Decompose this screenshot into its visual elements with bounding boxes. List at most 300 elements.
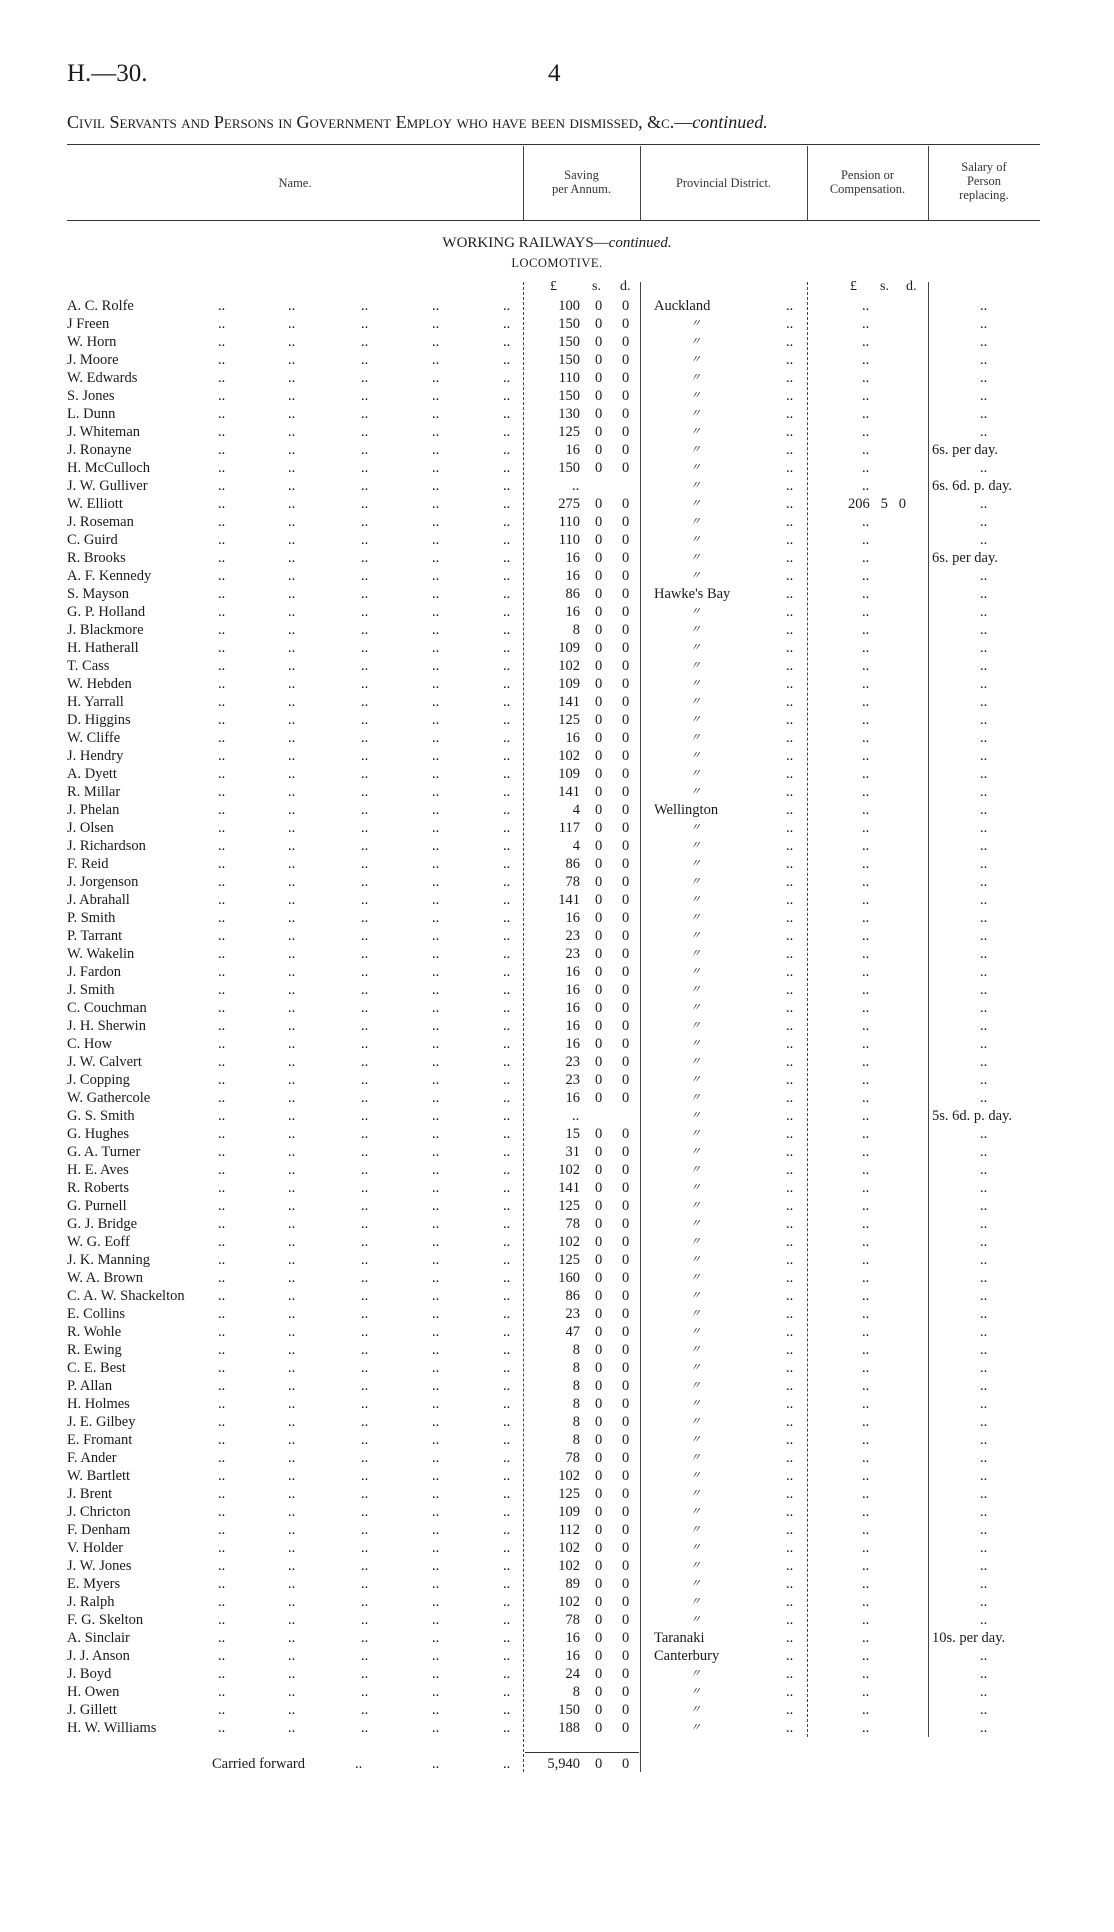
- employee-name: S. Jones: [67, 388, 115, 404]
- ditto-mark: 〃: [690, 1434, 701, 1446]
- table-row: [0, 1647, 1114, 1665]
- ditto-mark: 〃: [690, 786, 701, 798]
- salary-empty: ..: [980, 658, 988, 674]
- leader-dots: ..: [288, 1378, 296, 1394]
- salary-empty: ..: [980, 1702, 988, 1718]
- table-row: [0, 1719, 1114, 1737]
- leader-dots: ..: [218, 352, 226, 368]
- pension-empty: ..: [862, 856, 870, 872]
- ditto-mark: 〃: [690, 1344, 701, 1356]
- leader-dots: ..: [432, 1306, 440, 1322]
- leader-dots: ..: [786, 874, 794, 890]
- ditto-mark: 〃: [690, 444, 701, 456]
- table-row: [0, 1107, 1114, 1125]
- leader-dots: ..: [361, 1648, 369, 1664]
- leader-dots: ..: [288, 1234, 296, 1250]
- saving-pounds: 16: [565, 568, 580, 584]
- leader-dots: ..: [432, 352, 440, 368]
- leader-dots: ..: [288, 766, 296, 782]
- leader-dots: ..: [218, 1198, 226, 1214]
- saving-pence: 0: [622, 946, 630, 962]
- saving-pence: 0: [622, 1288, 630, 1304]
- leader-dots: ..: [288, 334, 296, 350]
- employee-name: R. Roberts: [67, 1180, 130, 1196]
- leader-dots: ..: [218, 640, 226, 656]
- ditto-mark: 〃: [690, 1326, 701, 1338]
- leader-dots: ..: [361, 604, 369, 620]
- leader-dots: ..: [361, 478, 369, 494]
- leader-dots: ..: [218, 406, 226, 422]
- leader-dots: ..: [786, 514, 794, 530]
- saving-shillings: 0: [595, 1306, 603, 1322]
- leader-dots: ..: [503, 1612, 511, 1628]
- saving-pounds: 4: [572, 838, 580, 854]
- employee-name: W. Gathercole: [67, 1090, 151, 1106]
- saving-pounds: 125: [558, 1198, 580, 1214]
- leader-dots: ..: [288, 586, 296, 602]
- salary-empty: ..: [980, 424, 988, 440]
- saving-shillings: 0: [595, 388, 603, 404]
- saving-pounds: 16: [565, 1630, 580, 1646]
- saving-pence: 0: [622, 892, 630, 908]
- leader-dots: ..: [503, 370, 511, 386]
- leader-dots: ..: [786, 442, 794, 458]
- table-row: [0, 1305, 1114, 1323]
- ditto-mark: 〃: [690, 714, 701, 726]
- saving-pounds: 8: [572, 1432, 580, 1448]
- table-row: [0, 909, 1114, 927]
- saving-pounds: 8: [572, 1360, 580, 1376]
- leader-dots: ..: [218, 1000, 226, 1016]
- leader-dots: ..: [503, 910, 511, 926]
- pension-empty: ..: [862, 622, 870, 638]
- leader-dots: ..: [503, 1684, 511, 1700]
- header-line: replacing.: [959, 188, 1009, 202]
- pence-unit: d.: [620, 279, 631, 294]
- leader-dots: ..: [503, 838, 511, 854]
- leader-dots: ..: [786, 1378, 794, 1394]
- leader-dots: ..: [503, 316, 511, 332]
- employee-name: W. Horn: [67, 334, 117, 350]
- leader-dots: ..: [503, 1576, 511, 1592]
- ditto-mark: 〃: [690, 822, 701, 834]
- pension-empty: ..: [862, 676, 870, 692]
- saving-pounds: 86: [565, 1288, 580, 1304]
- leader-dots: ..: [218, 532, 226, 548]
- saving-shillings: 0: [595, 1324, 603, 1340]
- ditto-mark: 〃: [690, 624, 701, 636]
- pension-empty: ..: [862, 820, 870, 836]
- leader-dots: ..: [503, 1594, 511, 1610]
- leader-dots: ..: [218, 1576, 226, 1592]
- leader-dots: ..: [361, 784, 369, 800]
- leader-dots: ..: [786, 1414, 794, 1430]
- saving-shillings: 0: [595, 1468, 603, 1484]
- pension-empty: ..: [862, 838, 870, 854]
- saving-pence: 0: [622, 1594, 630, 1610]
- salary-replacing: 5s. 6d. p. day.: [932, 1108, 1013, 1124]
- saving-shillings: 0: [595, 946, 603, 962]
- saving-pence: 0: [622, 802, 630, 818]
- saving-shillings: 0: [595, 1252, 603, 1268]
- leader-dots: ..: [432, 1162, 440, 1178]
- table-row: [0, 1071, 1114, 1089]
- pension-empty: ..: [862, 442, 870, 458]
- leader-dots: ..: [503, 298, 511, 314]
- leader-dots: ..: [786, 1432, 794, 1448]
- leader-dots: ..: [786, 460, 794, 476]
- employee-name: J. Hendry: [67, 748, 124, 764]
- table-row: [0, 945, 1114, 963]
- leader-dots: ..: [361, 1288, 369, 1304]
- leader-dots: ..: [288, 1360, 296, 1376]
- employee-name: G. J. Bridge: [67, 1216, 138, 1232]
- leader-dots: ..: [786, 1270, 794, 1286]
- leader-dots: ..: [218, 1360, 226, 1376]
- salary-empty: ..: [980, 604, 988, 620]
- table-row: [0, 1125, 1114, 1143]
- saving-pounds: 16: [565, 550, 580, 566]
- leader-dots: ..: [432, 676, 440, 692]
- table-row: [0, 1395, 1114, 1413]
- leader-dots: ..: [361, 496, 369, 512]
- saving-shillings: 0: [595, 1684, 603, 1700]
- saving-pence: 0: [622, 640, 630, 656]
- ditto-mark: 〃: [690, 1200, 701, 1212]
- ditto-mark: 〃: [690, 750, 701, 762]
- saving-shillings: 0: [595, 802, 603, 818]
- salary-empty: ..: [980, 1432, 988, 1448]
- leader-dots: ..: [218, 1684, 226, 1700]
- pension-empty: ..: [862, 1594, 870, 1610]
- saving-shillings: 0: [595, 1288, 603, 1304]
- header-line: per Annum.: [551, 182, 612, 196]
- employee-name: J Freen: [67, 316, 110, 332]
- table-row: [0, 1197, 1114, 1215]
- saving-shillings: 0: [595, 352, 603, 368]
- ditto-mark: 〃: [690, 1686, 701, 1698]
- ditto-mark: 〃: [690, 408, 701, 420]
- leader-dots: ..: [218, 1486, 226, 1502]
- leader-dots: ..: [786, 1558, 794, 1574]
- leader-dots: ..: [432, 1648, 440, 1664]
- salary-empty: ..: [980, 856, 988, 872]
- salary-empty: ..: [980, 1720, 988, 1736]
- saving-pence: 0: [622, 1036, 630, 1052]
- saving-shillings: 0: [595, 892, 603, 908]
- leader-dots: ..: [786, 622, 794, 638]
- salary-empty: ..: [980, 622, 988, 638]
- saving-pounds: 102: [558, 1162, 580, 1178]
- leader-dots: ..: [503, 1108, 511, 1124]
- employee-name: A. C. Rolfe: [67, 298, 134, 314]
- leader-dots: ..: [288, 1450, 296, 1466]
- saving-pounds: 86: [565, 856, 580, 872]
- leader-dots: ..: [786, 1198, 794, 1214]
- saving-pounds: 23: [565, 928, 580, 944]
- leader-dots: ..: [218, 820, 226, 836]
- leader-dots: ..: [218, 1630, 226, 1646]
- salary-empty: ..: [980, 1054, 988, 1070]
- saving-pounds: 141: [558, 1180, 580, 1196]
- salary-empty: ..: [980, 1342, 988, 1358]
- saving-shillings: 0: [595, 838, 603, 854]
- leader-dots: ..: [288, 1162, 296, 1178]
- employee-name: A. F. Kennedy: [67, 568, 152, 584]
- saving-pence: 0: [622, 1378, 630, 1394]
- saving-pounds: 150: [558, 1702, 580, 1718]
- leader-dots: ..: [503, 1288, 511, 1304]
- leader-dots: ..: [218, 1252, 226, 1268]
- employee-name: V. Holder: [67, 1540, 124, 1556]
- table-row: [0, 801, 1114, 819]
- table-row: [0, 1233, 1114, 1251]
- saving-shillings: 0: [595, 1378, 603, 1394]
- leader-dots: ..: [786, 1108, 794, 1124]
- saving-pence: 0: [622, 1234, 630, 1250]
- leader-dots: ..: [288, 784, 296, 800]
- saving-shillings: 0: [595, 568, 603, 584]
- leader-dots: ..: [218, 1288, 226, 1304]
- page-title: [67, 112, 768, 133]
- leader-dots: ..: [503, 1720, 511, 1736]
- employee-name: J. W. Calvert: [67, 1054, 142, 1070]
- employee-name: G. Purnell: [67, 1198, 127, 1214]
- leader-dots: ..: [432, 1288, 440, 1304]
- table-row: [0, 1161, 1114, 1179]
- leader-dots: ..: [432, 802, 440, 818]
- leader-dots: ..: [218, 874, 226, 890]
- table-row: [0, 1629, 1114, 1647]
- saving-shillings: 0: [595, 1090, 603, 1106]
- saving-pence: 0: [622, 928, 630, 944]
- saving-shillings: 0: [595, 1702, 603, 1718]
- table-row: [0, 657, 1114, 675]
- pension-empty: ..: [862, 1414, 870, 1430]
- salary-empty: ..: [980, 1612, 988, 1628]
- ditto-mark: 〃: [690, 1614, 701, 1626]
- table-row: [0, 711, 1114, 729]
- ditto-mark: 〃: [690, 1362, 701, 1374]
- employee-name: F. G. Skelton: [67, 1612, 144, 1628]
- saving-shillings: 0: [595, 370, 603, 386]
- pension-empty: ..: [862, 1684, 870, 1700]
- salary-replacing: 6s. per day.: [932, 550, 998, 566]
- saving-pounds: 78: [565, 1216, 580, 1232]
- pension-empty: ..: [862, 550, 870, 566]
- leader-dots: ..: [503, 982, 511, 998]
- leader-dots: ..: [218, 514, 226, 530]
- pension-empty: ..: [862, 1486, 870, 1502]
- ditto-mark: 〃: [690, 1380, 701, 1392]
- pound-unit: £: [550, 279, 557, 294]
- leader-dots: ..: [432, 550, 440, 566]
- salary-empty: ..: [980, 1468, 988, 1484]
- saving-pounds: 141: [558, 892, 580, 908]
- salary-empty: ..: [980, 1648, 988, 1664]
- leader-dots: ..: [432, 1702, 440, 1718]
- ditto-mark: 〃: [690, 1416, 701, 1428]
- leader-dots: ..: [432, 1144, 440, 1160]
- pension-empty: ..: [862, 1108, 870, 1124]
- employee-name: W. Bartlett: [67, 1468, 131, 1484]
- saving-pounds: 102: [558, 748, 580, 764]
- saving-pounds: 8: [572, 1414, 580, 1430]
- saving-pounds: 110: [558, 370, 580, 386]
- pension-empty: ..: [862, 1162, 870, 1178]
- leader-dots: ..: [288, 712, 296, 728]
- leader-dots: ..: [432, 1576, 440, 1592]
- leader-dots: ..: [361, 1666, 369, 1682]
- leader-dots: ..: [288, 1612, 296, 1628]
- leader-dots: ..: [503, 1558, 511, 1574]
- leader-dots: ..: [503, 1630, 511, 1646]
- salary-empty: ..: [980, 514, 988, 530]
- saving-pence: 0: [622, 1450, 630, 1466]
- leader-dots: ..: [288, 874, 296, 890]
- saving-shillings: 0: [595, 1216, 603, 1232]
- saving-pounds: 4: [572, 802, 580, 818]
- saving-shillings: 0: [595, 532, 603, 548]
- salary-empty: ..: [980, 1522, 988, 1538]
- table-row: [0, 1323, 1114, 1341]
- leader-dots: ..: [503, 478, 511, 494]
- employee-name: A. Sinclair: [67, 1630, 130, 1646]
- leader-dots: ..: [503, 1018, 511, 1034]
- employee-name: W. A. Brown: [67, 1270, 143, 1286]
- employee-name: H. E. Aves: [67, 1162, 129, 1178]
- column-header-name: Name.: [278, 176, 312, 190]
- ditto-mark: 〃: [690, 1488, 701, 1500]
- employee-name: W. G. Eoff: [67, 1234, 130, 1250]
- pension-empty: ..: [862, 1576, 870, 1592]
- leader-dots: ..: [432, 442, 440, 458]
- leader-dots: ..: [503, 1360, 511, 1376]
- salary-replacing: 6s. per day.: [932, 442, 998, 458]
- leader-dots: ..: [288, 406, 296, 422]
- ditto-mark: 〃: [690, 876, 701, 888]
- leader-dots: ..: [361, 1198, 369, 1214]
- saving-pounds: 8: [572, 1396, 580, 1412]
- table-row: [0, 1521, 1114, 1539]
- saving-pence: 0: [622, 1324, 630, 1340]
- ditto-mark: 〃: [690, 966, 701, 978]
- ditto-mark: 〃: [690, 1668, 701, 1680]
- leader-dots: ..: [786, 1630, 794, 1646]
- leader-dots: ..: [288, 658, 296, 674]
- salary-empty: ..: [980, 802, 988, 818]
- leader-dots: ..: [786, 892, 794, 908]
- table-row: [0, 585, 1114, 603]
- leader-dots: ..: [288, 1396, 296, 1412]
- employee-name: C. A. W. Shackelton: [67, 1288, 185, 1304]
- header-line: Compensation.: [829, 182, 906, 196]
- leader-dots: ..: [786, 1144, 794, 1160]
- leader-dots: ..: [432, 1324, 440, 1340]
- pension-empty: ..: [862, 1504, 870, 1520]
- employee-name: H. Hatherall: [67, 640, 139, 656]
- leader-dots: ..: [432, 568, 440, 584]
- table-row: [0, 333, 1114, 351]
- leader-dots: ..: [786, 1684, 794, 1700]
- saving-pounds: 16: [565, 1648, 580, 1664]
- leader-dots: ..: [288, 1036, 296, 1052]
- leader-dots: ..: [432, 1432, 440, 1448]
- leader-dots: ..: [361, 334, 369, 350]
- leader-dots: ..: [355, 1756, 363, 1772]
- saving-pounds: 109: [558, 766, 580, 782]
- pension-empty: ..: [862, 514, 870, 530]
- ditto-mark: 〃: [690, 840, 701, 852]
- table-row: [0, 1665, 1114, 1683]
- leader-dots: ..: [503, 1468, 511, 1484]
- salary-empty: ..: [980, 1252, 988, 1268]
- saving-shillings: 0: [595, 586, 603, 602]
- saving-pence: 0: [622, 1648, 630, 1664]
- pension-empty: ..: [862, 1360, 870, 1376]
- saving-pence: 0: [622, 1540, 630, 1556]
- employee-name: J. E. Gilbey: [67, 1414, 136, 1430]
- leader-dots: ..: [786, 316, 794, 332]
- leader-dots: ..: [218, 586, 226, 602]
- shilling-unit: s.: [592, 279, 601, 294]
- leader-dots: ..: [288, 910, 296, 926]
- leader-dots: ..: [786, 802, 794, 818]
- employee-name: J. Gillett: [67, 1702, 117, 1718]
- employee-name: H. Holmes: [67, 1396, 130, 1412]
- salary-empty: ..: [980, 370, 988, 386]
- table-row: [0, 621, 1114, 639]
- leader-dots: ..: [786, 730, 794, 746]
- pension-empty: ..: [862, 586, 870, 602]
- saving-shillings: 0: [595, 1234, 603, 1250]
- employee-name: E. Collins: [67, 1306, 126, 1322]
- leader-dots: ..: [218, 1036, 226, 1052]
- saving-pounds: 150: [558, 388, 580, 404]
- header-line: Saving: [564, 168, 599, 182]
- saving-pence: 0: [622, 1702, 630, 1718]
- leader-dots: ..: [503, 766, 511, 782]
- leader-dots: ..: [218, 946, 226, 962]
- leader-dots: ..: [361, 1162, 369, 1178]
- salary-empty: ..: [980, 1162, 988, 1178]
- ditto-mark: 〃: [690, 660, 701, 672]
- leader-dots: ..: [503, 1324, 511, 1340]
- employee-name: J. Whiteman: [67, 424, 141, 440]
- ditto-mark: 〃: [690, 1704, 701, 1716]
- pension-empty: ..: [862, 1648, 870, 1664]
- header-line: Person: [966, 174, 1002, 188]
- employee-name: W. Wakelin: [67, 946, 135, 962]
- leader-dots: ..: [432, 1252, 440, 1268]
- leader-dots: ..: [361, 658, 369, 674]
- table-row: [0, 1341, 1114, 1359]
- leader-dots: ..: [786, 550, 794, 566]
- leader-dots: ..: [432, 1450, 440, 1466]
- leader-dots: ..: [432, 1018, 440, 1034]
- leader-dots: ..: [786, 928, 794, 944]
- leader-dots: ..: [218, 1072, 226, 1088]
- leader-dots: ..: [361, 892, 369, 908]
- leader-dots: ..: [218, 1216, 226, 1232]
- table-row: [0, 1269, 1114, 1287]
- leader-dots: ..: [218, 676, 226, 692]
- leader-dots: ..: [503, 1666, 511, 1682]
- leader-dots: ..: [503, 946, 511, 962]
- leader-dots: ..: [218, 1666, 226, 1682]
- leader-dots: ..: [288, 1468, 296, 1484]
- leader-dots: ..: [288, 1576, 296, 1592]
